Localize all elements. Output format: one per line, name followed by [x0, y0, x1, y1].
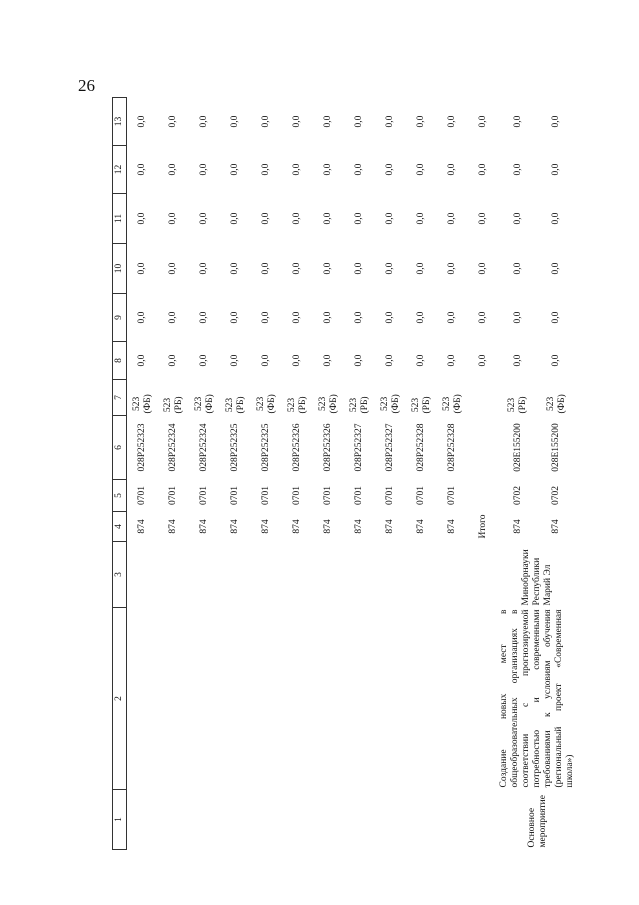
vr-code: 523 — [441, 396, 452, 411]
vr-code: 523 — [162, 397, 173, 413]
page-number: 26 — [78, 76, 95, 95]
vr-source: (ФБ) — [266, 394, 277, 414]
cell-value: 0,0 — [385, 262, 395, 275]
table-header — [113, 98, 127, 850]
cell-value: 0,0 — [137, 212, 147, 225]
cell-value: 0,0 — [416, 212, 426, 225]
total-value: 0,0 — [478, 262, 488, 275]
cell-value: 0,0 — [323, 115, 333, 128]
cell-value: 0,0 — [323, 262, 333, 275]
cell-executor — [282, 542, 313, 608]
cell-activity-type — [189, 790, 220, 850]
cell-value: 0,0 — [551, 163, 562, 176]
vr-code: 523 — [317, 396, 328, 411]
cell-value: 0,0 — [447, 311, 457, 324]
cell-csr: 028P252324 — [168, 423, 178, 472]
table-row — [406, 98, 437, 850]
vr-source: (ФБ) — [142, 394, 153, 414]
cell-rzpr: 0702 — [551, 486, 562, 505]
cell-csr: 028E155200 — [512, 423, 523, 472]
table-row — [375, 98, 406, 850]
cell-activity-name — [344, 608, 375, 790]
total-value: 0,0 — [478, 115, 488, 128]
cell-vr — [282, 380, 313, 416]
total-value: 0,0 — [478, 163, 488, 176]
cell-csr: 028P252325 — [261, 423, 271, 472]
cell-value: 0,0 — [261, 262, 271, 275]
cell-vr — [189, 380, 220, 416]
cell-value: 0,0 — [199, 115, 209, 128]
cell-vr — [251, 380, 282, 416]
cell-csr: 028E155200 — [551, 423, 562, 472]
cell-value: 0,0 — [416, 115, 426, 128]
vr-code: 523 — [545, 396, 556, 411]
cell-csr: 028P252328 — [416, 423, 426, 472]
cell-csr: 028P252323 — [137, 423, 147, 472]
cell-value: 0,0 — [512, 163, 523, 176]
cell-value: 0,0 — [551, 115, 562, 128]
cell-executor — [344, 542, 375, 608]
cell-value: 0,0 — [512, 115, 523, 128]
vr-code: 523 — [507, 397, 518, 413]
vr-source: (ФБ) — [204, 394, 215, 414]
table-row — [220, 98, 251, 850]
cell-value: 0,0 — [416, 262, 426, 275]
budget-table — [112, 97, 576, 850]
cell-rzpr: 0701 — [261, 486, 271, 505]
cell-value: 0,0 — [230, 115, 240, 128]
cell-activity-name — [251, 608, 282, 790]
cell-activity-name — [189, 608, 220, 790]
cell-value: 0,0 — [230, 163, 240, 176]
cell-activity-type — [468, 790, 499, 850]
table-row — [282, 98, 313, 850]
table-body — [127, 98, 577, 850]
header-col-9: 9 — [113, 294, 127, 342]
cell-executor — [251, 542, 282, 608]
cell-value: 0,0 — [354, 262, 364, 275]
cell-rzpr: 0701 — [385, 486, 395, 505]
cell-value: 0,0 — [354, 311, 364, 324]
cell-activity-name — [375, 608, 406, 790]
cell-value: 0,0 — [354, 354, 364, 367]
cell-value: 0,0 — [168, 262, 178, 275]
cell-grbs: 874 — [230, 519, 240, 534]
cell-value: 0,0 — [385, 354, 395, 367]
cell-grbs: 874 — [447, 519, 457, 534]
cell-value: 0,0 — [168, 212, 178, 225]
cell-value: 0,0 — [512, 212, 523, 225]
cell-value: 0,0 — [447, 115, 457, 128]
total-row — [468, 98, 499, 850]
cell-executor — [158, 542, 189, 608]
table-row — [344, 98, 375, 850]
cell-value: 0,0 — [199, 311, 209, 324]
cell-value: 0,0 — [199, 212, 209, 225]
vr-code: 523 — [379, 396, 390, 411]
header-col-7: 7 — [113, 380, 127, 416]
cell-value: 0,0 — [292, 311, 302, 324]
cell-value: 0,0 — [292, 163, 302, 176]
cell-value: 0,0 — [230, 354, 240, 367]
cell-activity-name — [313, 608, 344, 790]
table-row — [313, 98, 344, 850]
vr-source: (РБ) — [518, 396, 529, 414]
table-row — [127, 98, 159, 850]
cell-value: 0,0 — [385, 311, 395, 324]
cell-value: 0,0 — [385, 163, 395, 176]
table-row — [189, 98, 220, 850]
cell-rzpr: 0701 — [230, 486, 240, 505]
cell-executor — [220, 542, 251, 608]
cell-value: 0,0 — [199, 262, 209, 275]
cell-value: 0,0 — [137, 115, 147, 128]
header-col-13: 13 — [113, 98, 127, 146]
cell-value: 0,0 — [230, 262, 240, 275]
cell-value: 0,0 — [261, 212, 271, 225]
cell-activity-type — [406, 790, 437, 850]
cell-grbs: 874 — [385, 519, 395, 534]
cell-activity-type — [220, 790, 251, 850]
cell-value: 0,0 — [261, 311, 271, 324]
vr-code: 523 — [224, 397, 235, 413]
cell-value: 0,0 — [385, 115, 395, 128]
cell-value: 0,0 — [512, 354, 523, 367]
table-row — [251, 98, 282, 850]
cell-executor — [437, 542, 468, 608]
cell-executor — [406, 542, 437, 608]
cell-value: 0,0 — [292, 354, 302, 367]
cell-value: 0,0 — [137, 354, 147, 367]
cell-rzpr: 0701 — [354, 486, 364, 505]
cell-value: 0,0 — [230, 311, 240, 324]
cell-activity-name — [127, 608, 159, 790]
vr-source: (РБ) — [359, 396, 370, 414]
cell-csr: 028P252328 — [447, 423, 457, 472]
cell-value: 0,0 — [385, 212, 395, 225]
cell-value: 0,0 — [230, 212, 240, 225]
cell-activity-name — [406, 608, 437, 790]
cell-executor — [189, 542, 220, 608]
cell-vr — [158, 380, 189, 416]
vr-source: (РБ) — [297, 396, 308, 414]
cell-vr — [313, 380, 344, 416]
cell-rzpr: 0701 — [416, 486, 426, 505]
cell-rzpr: 0702 — [512, 486, 523, 505]
cell-value: 0,0 — [323, 311, 333, 324]
cell-activity-type — [127, 790, 159, 850]
total-value: 0,0 — [478, 354, 488, 367]
cell-value: 0,0 — [261, 163, 271, 176]
cell-csr: 028P252326 — [323, 423, 333, 472]
cell-activity-name — [220, 608, 251, 790]
cell-value: 0,0 — [551, 262, 562, 275]
cell-rzpr: 0701 — [168, 486, 178, 505]
cell-vr — [499, 380, 538, 416]
header-col-1: 1 — [113, 790, 127, 850]
cell-rzpr: 0701 — [447, 486, 457, 505]
header-row — [113, 98, 127, 850]
header-col-5: 5 — [113, 480, 127, 512]
cell-value: 0,0 — [261, 115, 271, 128]
vr-code: 523 — [193, 396, 204, 411]
cell-activity-type — [282, 790, 313, 850]
cell-value: 0,0 — [447, 212, 457, 225]
header-col-3: 3 — [113, 542, 127, 608]
cell-value: 0,0 — [416, 311, 426, 324]
vr-source: (ФБ) — [390, 394, 401, 414]
cell-activity-type — [158, 790, 189, 850]
vr-source: (РБ) — [173, 396, 184, 414]
cell-executor — [313, 542, 344, 608]
cell-vr — [437, 380, 468, 416]
cell-activity-name — [158, 608, 189, 790]
cell-grbs: 874 — [137, 519, 147, 534]
cell-rzpr: 0701 — [137, 486, 147, 505]
cell-value: 0,0 — [512, 311, 523, 324]
activity-name: Создание новых мест в общеобразовательных организациях в соответствии с прогнозируемой потребностью и современными требованиями к условиям обучения (региональный проект «Современная школа») — [499, 609, 575, 788]
cell-vr — [375, 380, 406, 416]
total-value: 0,0 — [478, 212, 488, 225]
vr-source: (ФБ) — [556, 394, 567, 414]
cell-value: 0,0 — [292, 212, 302, 225]
cell-value: 0,0 — [137, 262, 147, 275]
cell-rzpr: 0701 — [323, 486, 333, 505]
cell-vr — [220, 380, 251, 416]
cell-value: 0,0 — [168, 115, 178, 128]
cell-vr — [127, 380, 159, 416]
cell-activity-name — [282, 608, 313, 790]
cell-activity-type — [375, 790, 406, 850]
cell-activity-name — [437, 608, 468, 790]
cell-executor — [127, 542, 159, 608]
cell-value: 0,0 — [323, 163, 333, 176]
table-row — [158, 98, 189, 850]
header-col-4: 4 — [113, 512, 127, 542]
cell-activity-type — [437, 790, 468, 850]
cell-value: 0,0 — [292, 115, 302, 128]
cell-grbs: 874 — [323, 519, 333, 534]
cell-csr: 028P252326 — [292, 423, 302, 472]
cell-csr: 028P252325 — [230, 423, 240, 472]
cell-value: 0,0 — [168, 163, 178, 176]
cell-grbs: 874 — [199, 519, 209, 534]
vr-code: 523 — [255, 396, 266, 411]
table-row — [437, 98, 468, 850]
cell-value: 0,0 — [137, 163, 147, 176]
cell-value: 0,0 — [354, 163, 364, 176]
cell-value: 0,0 — [261, 354, 271, 367]
activity-type: Основное мероприятие — [526, 795, 548, 848]
cell-grbs: 874 — [512, 519, 523, 534]
header-col-6: 6 — [113, 416, 127, 480]
cell-executor — [468, 542, 499, 608]
header-col-12: 12 — [113, 146, 127, 194]
header-col-10: 10 — [113, 244, 127, 294]
cell-value: 0,0 — [354, 212, 364, 225]
cell-rzpr: 0701 — [292, 486, 302, 505]
header-col-11: 11 — [113, 194, 127, 244]
cell-value: 0,0 — [323, 212, 333, 225]
cell-value: 0,0 — [323, 354, 333, 367]
cell-vr — [406, 380, 437, 416]
cell-grbs: 874 — [292, 519, 302, 534]
cell-grbs: 874 — [354, 519, 364, 534]
vr-source: (РБ) — [235, 396, 246, 414]
vr-source: (ФБ) — [328, 394, 339, 414]
cell-value: 0,0 — [447, 354, 457, 367]
cell-value: 0,0 — [447, 163, 457, 176]
header-col-2: 2 — [113, 608, 127, 790]
cell-activity-type — [313, 790, 344, 850]
cell-value: 0,0 — [354, 115, 364, 128]
cell-rzpr: 0701 — [199, 486, 209, 505]
cell-value: 0,0 — [551, 212, 562, 225]
vr-code: 523 — [348, 397, 359, 413]
cell-executor — [375, 542, 406, 608]
cell-value: 0,0 — [551, 311, 562, 324]
cell-grbs: 874 — [261, 519, 271, 534]
cell-value: 0,0 — [416, 354, 426, 367]
cell-value: 0,0 — [199, 354, 209, 367]
cell-value: 0,0 — [168, 311, 178, 324]
cell-value: 0,0 — [292, 262, 302, 275]
cell-value: 0,0 — [199, 163, 209, 176]
vr-code: 523 — [410, 397, 421, 413]
activity-executor: Минобрнауки Республики Марий Эл — [521, 549, 553, 606]
total-value: 0,0 — [478, 311, 488, 324]
vr-code: 523 — [286, 397, 297, 413]
cell-vr — [344, 380, 375, 416]
cell-value: 0,0 — [512, 262, 523, 275]
cell-rzpr — [468, 480, 499, 512]
cell-grbs: 874 — [168, 519, 178, 534]
cell-activity-type — [251, 790, 282, 850]
vr-code: 523 — [131, 396, 142, 411]
cell-value: 0,0 — [551, 354, 562, 367]
cell-vr — [538, 380, 577, 416]
cell-value: 0,0 — [168, 354, 178, 367]
cell-value: 0,0 — [137, 311, 147, 324]
cell-grbs: 874 — [416, 519, 426, 534]
header-col-8: 8 — [113, 342, 127, 380]
cell-csr: 028P252327 — [385, 423, 395, 472]
table-row — [499, 98, 538, 850]
total-label: Итого — [478, 514, 488, 539]
cell-value: 0,0 — [447, 262, 457, 275]
cell-vr — [468, 380, 499, 416]
vr-source: (РБ) — [421, 396, 432, 414]
cell-csr: 028P252327 — [354, 423, 364, 472]
cell-activity-type — [344, 790, 375, 850]
cell-csr: 028P252324 — [199, 423, 209, 472]
cell-activity-name — [468, 608, 499, 790]
vr-source: (ФБ) — [452, 394, 463, 414]
cell-grbs: 874 — [551, 519, 562, 534]
cell-value: 0,0 — [416, 163, 426, 176]
cell-csr — [468, 416, 499, 480]
